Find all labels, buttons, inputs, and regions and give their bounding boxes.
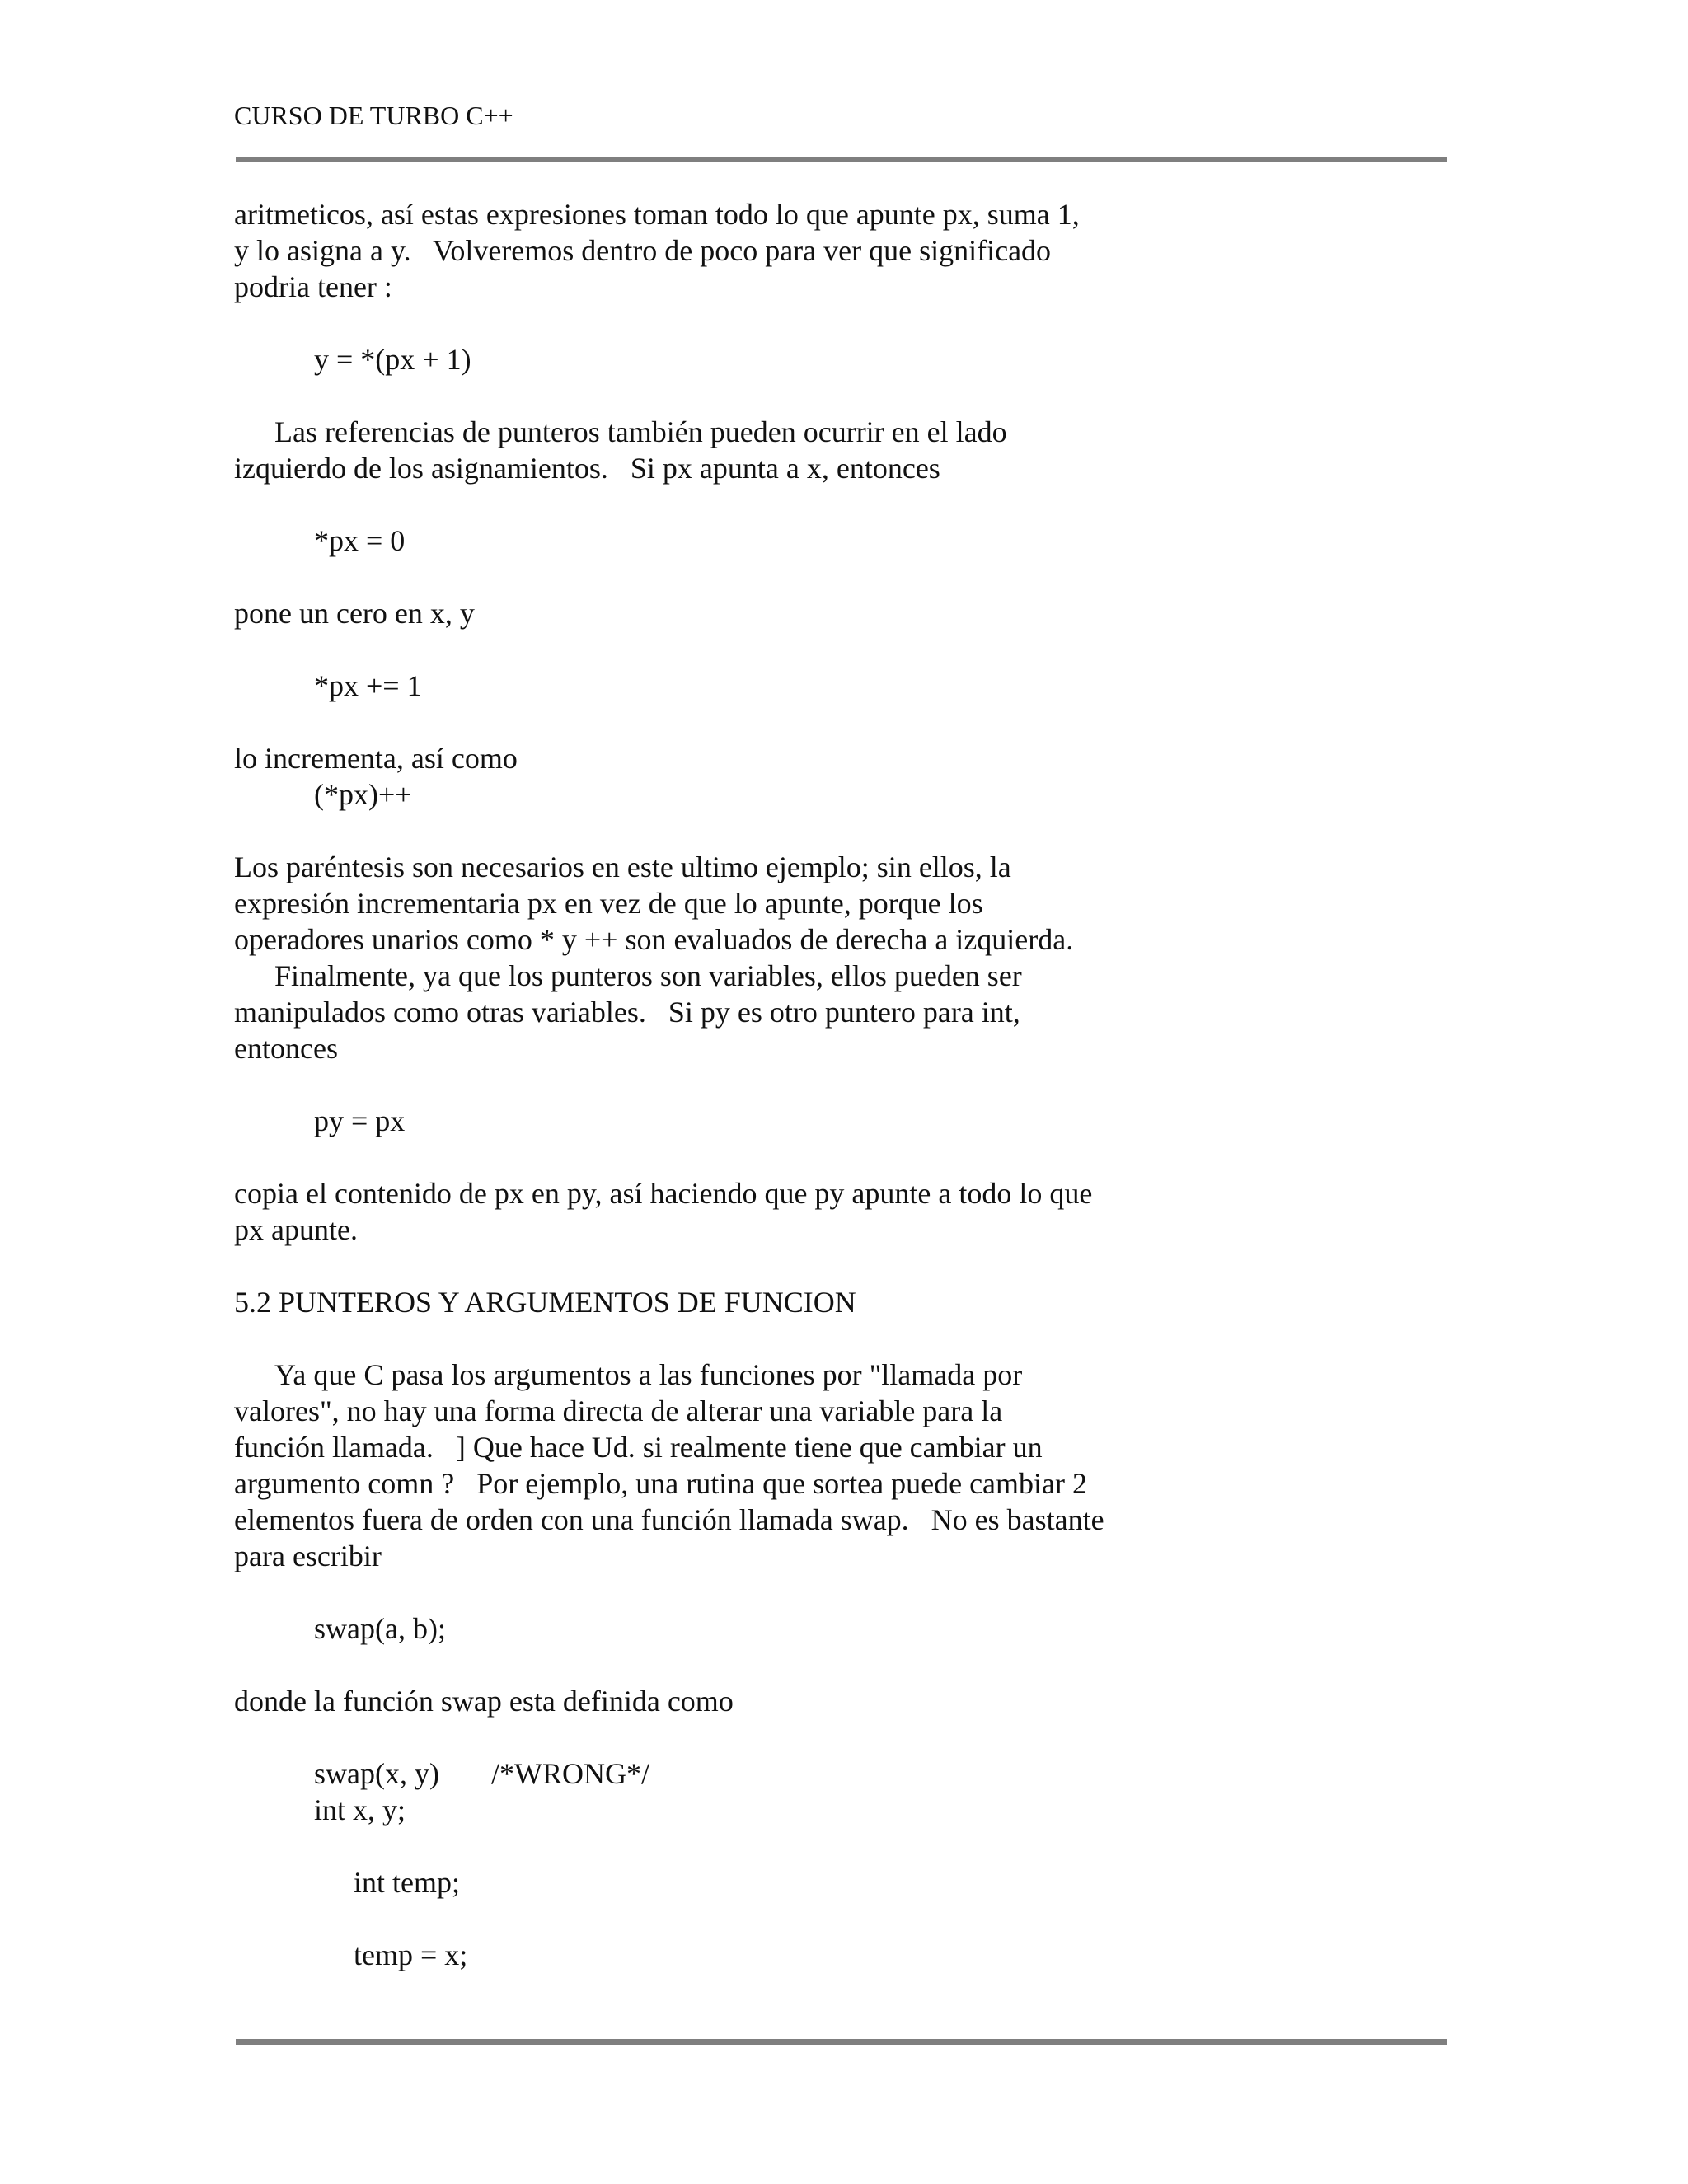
text-line: operadores unarios como * y ++ son evaluados de derecha a izquierda. — [234, 923, 1074, 956]
text-line: y lo asigna a y. Volveremos dentro de poco para ver que significado — [234, 234, 1052, 267]
text-line: Finalmente, ya que los punteros son variables, ellos pueden ser — [274, 959, 1022, 992]
text-line: función llamada. ] Que hace Ud. si realmente tiene que cambiar un — [234, 1431, 1043, 1464]
section-heading: 5.2 PUNTEROS Y ARGUMENTOS DE FUNCION — [234, 1286, 856, 1319]
text-line: argumento comn ? Por ejemplo, una rutina que sortea puede cambiar 2 — [234, 1467, 1087, 1500]
text-line: izquierdo de los asignamientos. Si px apunta a x, entonces — [234, 452, 940, 485]
code-line: temp = x; — [354, 1938, 468, 1971]
text-line: manipulados como otras variables. Si py es otro puntero para int, — [234, 996, 1020, 1029]
text-line: valores", no hay una forma directa de alterar una variable para la — [234, 1394, 1003, 1427]
text-line: para escribir — [234, 1540, 382, 1572]
text-line: podria tener : — [234, 270, 392, 303]
text-line: Ya que C pasa los argumentos a las funciones por "llamada por — [274, 1358, 1023, 1391]
code-line: swap(a, b); — [314, 1612, 446, 1645]
header-rule — [236, 157, 1447, 162]
code-line: py = px — [314, 1104, 406, 1137]
text-line: elementos fuera de orden con una función llamada swap. No es bastante — [234, 1503, 1104, 1536]
page-header: CURSO DE TURBO C++ — [234, 101, 513, 130]
text-line: expresión incrementaria px en vez de que lo apunte, porque los — [234, 887, 983, 920]
code-line: int temp; — [354, 1866, 460, 1899]
text-line: entonces — [234, 1032, 338, 1065]
text-line: lo incrementa, así como — [234, 742, 518, 775]
text-line: Las referencias de punteros también pueden ocurrir en el lado — [274, 415, 1007, 448]
text-line: Los paréntesis son necesarios en este ultimo ejemplo; sin ellos, la — [234, 851, 1011, 883]
text-line: copia el contenido de px en py, así haciendo que py apunte a todo lo que — [234, 1177, 1093, 1210]
code-line: int x, y; — [314, 1793, 406, 1826]
text-line: aritmeticos, así estas expresiones toman todo lo que apunte px, suma 1, — [234, 198, 1080, 231]
code-line: *px += 1 — [314, 669, 422, 702]
text-line: donde la función swap esta definida como — [234, 1685, 734, 1718]
text-line: px apunte. — [234, 1213, 358, 1246]
code-line: swap(x, y) /*WRONG*/ — [314, 1757, 649, 1790]
text-line: pone un cero en x, y — [234, 597, 475, 630]
code-line: *px = 0 — [314, 524, 406, 557]
footer-rule — [236, 2039, 1447, 2045]
code-line: y = *(px + 1) — [314, 343, 471, 376]
code-line: (*px)++ — [314, 778, 412, 811]
